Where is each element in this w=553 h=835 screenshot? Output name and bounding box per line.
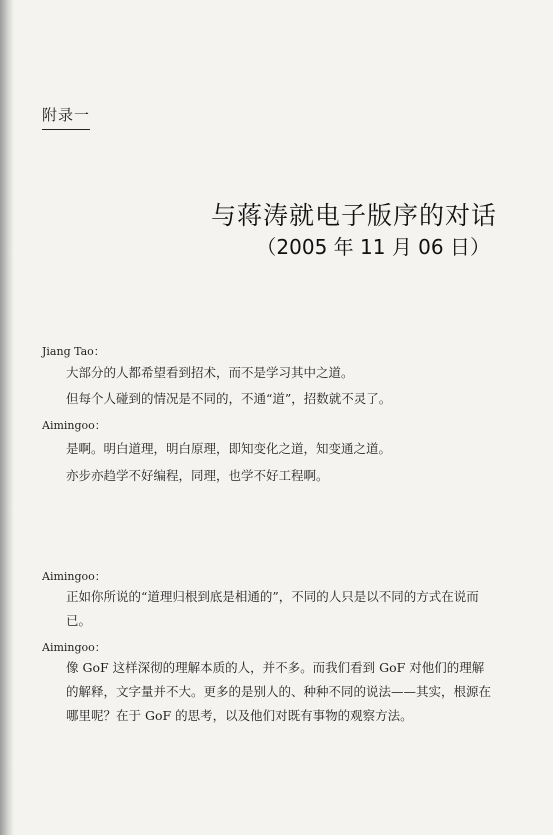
dialogue-paragraph: 像 GoF 这样深彻的理解本质的人，并不多。而我们看到 GoF 对他们的理解的解释，文字量并不大。更多的是别人的、种种不同的说法——其实，根源在哪里呢？在于 GoF 的思考，以及他们对既有事物的观察方法。 — [66, 660, 492, 723]
dialogue-line: 亦步亦趋学不好编程，同理，也学不好工程啊。 — [66, 468, 329, 483]
speaker-label: Aimingoo： — [42, 419, 106, 432]
dialogue-line: 但每个人碰到的情况是不同的，不通“道”，招数就不灵了。 — [66, 391, 392, 406]
dialogue-paragraph: 正如你所说的“道理归根到底是相通的”，不同的人只是以不同的方式在说而已。 — [66, 589, 479, 628]
page-gutter-shadow — [0, 0, 14, 835]
page-subtitle: （2005 年 11 月 06 日） — [256, 235, 490, 259]
page-title: 与蒋涛就电子版序的对话 — [210, 201, 497, 230]
speaker-label: Aimingoo： — [42, 570, 106, 583]
speaker-label: Aimingoo： — [42, 641, 106, 654]
dialogue-line: 大部分的人都希望看到招术，而不是学习其中之道。 — [66, 365, 354, 380]
dialogue-line: 是啊。明白道理，明白原理，即知变化之道，知变通之道。 — [66, 441, 392, 456]
appendix-label: 附录一 — [42, 104, 90, 130]
speaker-label: Jiang Tao： — [42, 345, 105, 358]
